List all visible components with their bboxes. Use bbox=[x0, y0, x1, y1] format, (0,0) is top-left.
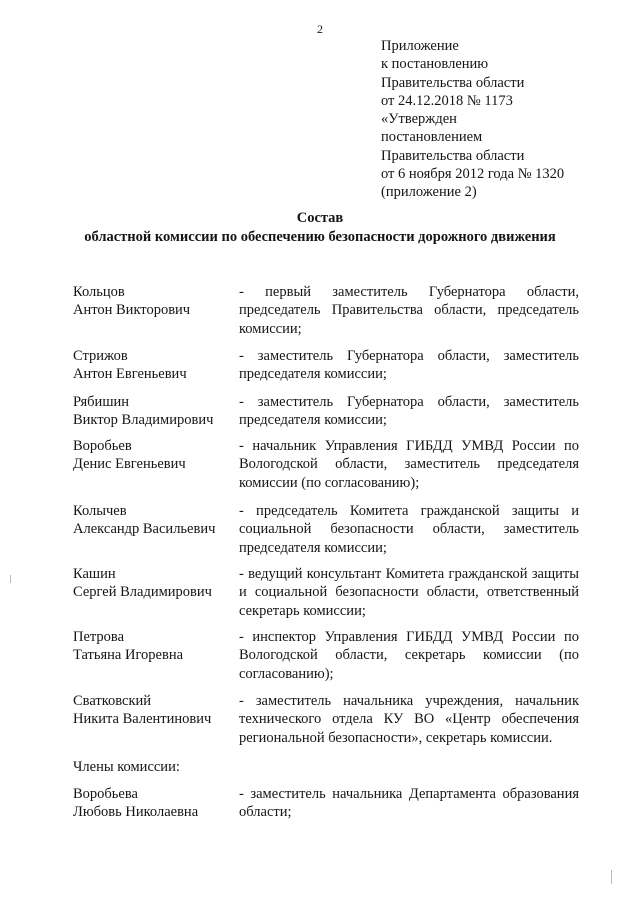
member-role: - инспектор Управления ГИБДД УМВД России по Вологодской области, секретарь комиссии (по согласованию); bbox=[239, 629, 579, 682]
appendix-line: «Утвержден bbox=[381, 111, 457, 128]
member-surname: Воробьева bbox=[73, 786, 138, 802]
member-name bbox=[73, 692, 211, 729]
member-role: - заместитель Губернатора области, заместитель председателя комиссии; bbox=[239, 394, 579, 429]
appendix-line: от 24.12.2018 № 1173 bbox=[381, 92, 513, 109]
appendix-block bbox=[381, 37, 564, 202]
member-given-name: Антон Евгеньевич bbox=[73, 366, 187, 383]
appendix-line: к постановлению bbox=[381, 56, 489, 73]
member-name bbox=[73, 283, 190, 320]
member-surname: Рябишин bbox=[73, 394, 130, 410]
appendix-line: Правительства области bbox=[381, 147, 525, 164]
member-name bbox=[73, 393, 213, 430]
appendix-line: Приложение bbox=[381, 38, 459, 54]
member-given-name: Антон Викторович bbox=[73, 302, 191, 319]
member-role: - первый заместитель Губернатора области, председатель Правительства области, председатель комиссии; bbox=[239, 284, 579, 337]
scan-margin-mark bbox=[10, 575, 11, 583]
member-given-name: Виктор Владимирович bbox=[73, 412, 214, 429]
member-surname: Воробьев bbox=[73, 438, 132, 454]
document-title: Состав bbox=[296, 210, 344, 226]
member-role: - ведущий консультант Комитета гражданской защиты и социальной безопасности области, ответственный секретарь комиссии; bbox=[239, 566, 579, 619]
member-role: - председатель Комитета гражданской защиты и социальной безопасности области, заместитель председателя комиссии; bbox=[239, 503, 579, 556]
member-name bbox=[73, 502, 215, 539]
member-given-name: Любовь Николаевна bbox=[73, 804, 199, 821]
member-surname: Сватковский bbox=[73, 693, 152, 709]
member-name bbox=[73, 565, 212, 602]
member-role: - заместитель начальника учреждения, начальник технического отдела КУ ВО «Центр обеспечения региональной безопасности», секретарь комиссии. bbox=[239, 693, 579, 746]
member-surname: Колычев bbox=[73, 503, 127, 519]
member-given-name: Сергей Владимирович bbox=[73, 584, 212, 601]
appendix-line: Правительства области bbox=[381, 74, 525, 91]
member-role: - начальник Управления ГИБДД УМВД России по Вологодской области, заместитель председателя комиссии (по согласованию); bbox=[239, 438, 579, 491]
member-surname: Стрижов bbox=[73, 348, 128, 364]
member-role: - заместитель Губернатора области, заместитель председателя комиссии; bbox=[239, 348, 579, 383]
member-name bbox=[73, 628, 183, 665]
appendix-line: (приложение 2) bbox=[381, 184, 477, 201]
member-surname: Кольцов bbox=[73, 284, 125, 300]
page-number: 2 bbox=[317, 22, 323, 36]
member-name bbox=[73, 785, 198, 822]
document-subtitle: областной комиссии по обеспечению безопасности дорожного движения bbox=[84, 229, 556, 245]
member-given-name: Денис Евгеньевич bbox=[73, 456, 186, 473]
member-surname: Петрова bbox=[73, 629, 125, 645]
member-name bbox=[73, 437, 186, 474]
appendix-line: постановлением bbox=[381, 129, 483, 146]
member-name bbox=[73, 347, 187, 384]
member-surname: Кашин bbox=[73, 566, 116, 582]
scan-margin-mark bbox=[611, 870, 612, 884]
member-given-name: Никита Валентинович bbox=[73, 711, 212, 728]
appendix-line: от 6 ноября 2012 года № 1320 bbox=[381, 166, 565, 183]
member-role: - заместитель начальника Департамента образования области; bbox=[239, 786, 579, 821]
member-given-name: Татьяна Игоревна bbox=[73, 647, 184, 664]
member-given-name: Александр Васильевич bbox=[73, 521, 216, 538]
section-label-members: Члены комиссии: bbox=[73, 759, 180, 775]
